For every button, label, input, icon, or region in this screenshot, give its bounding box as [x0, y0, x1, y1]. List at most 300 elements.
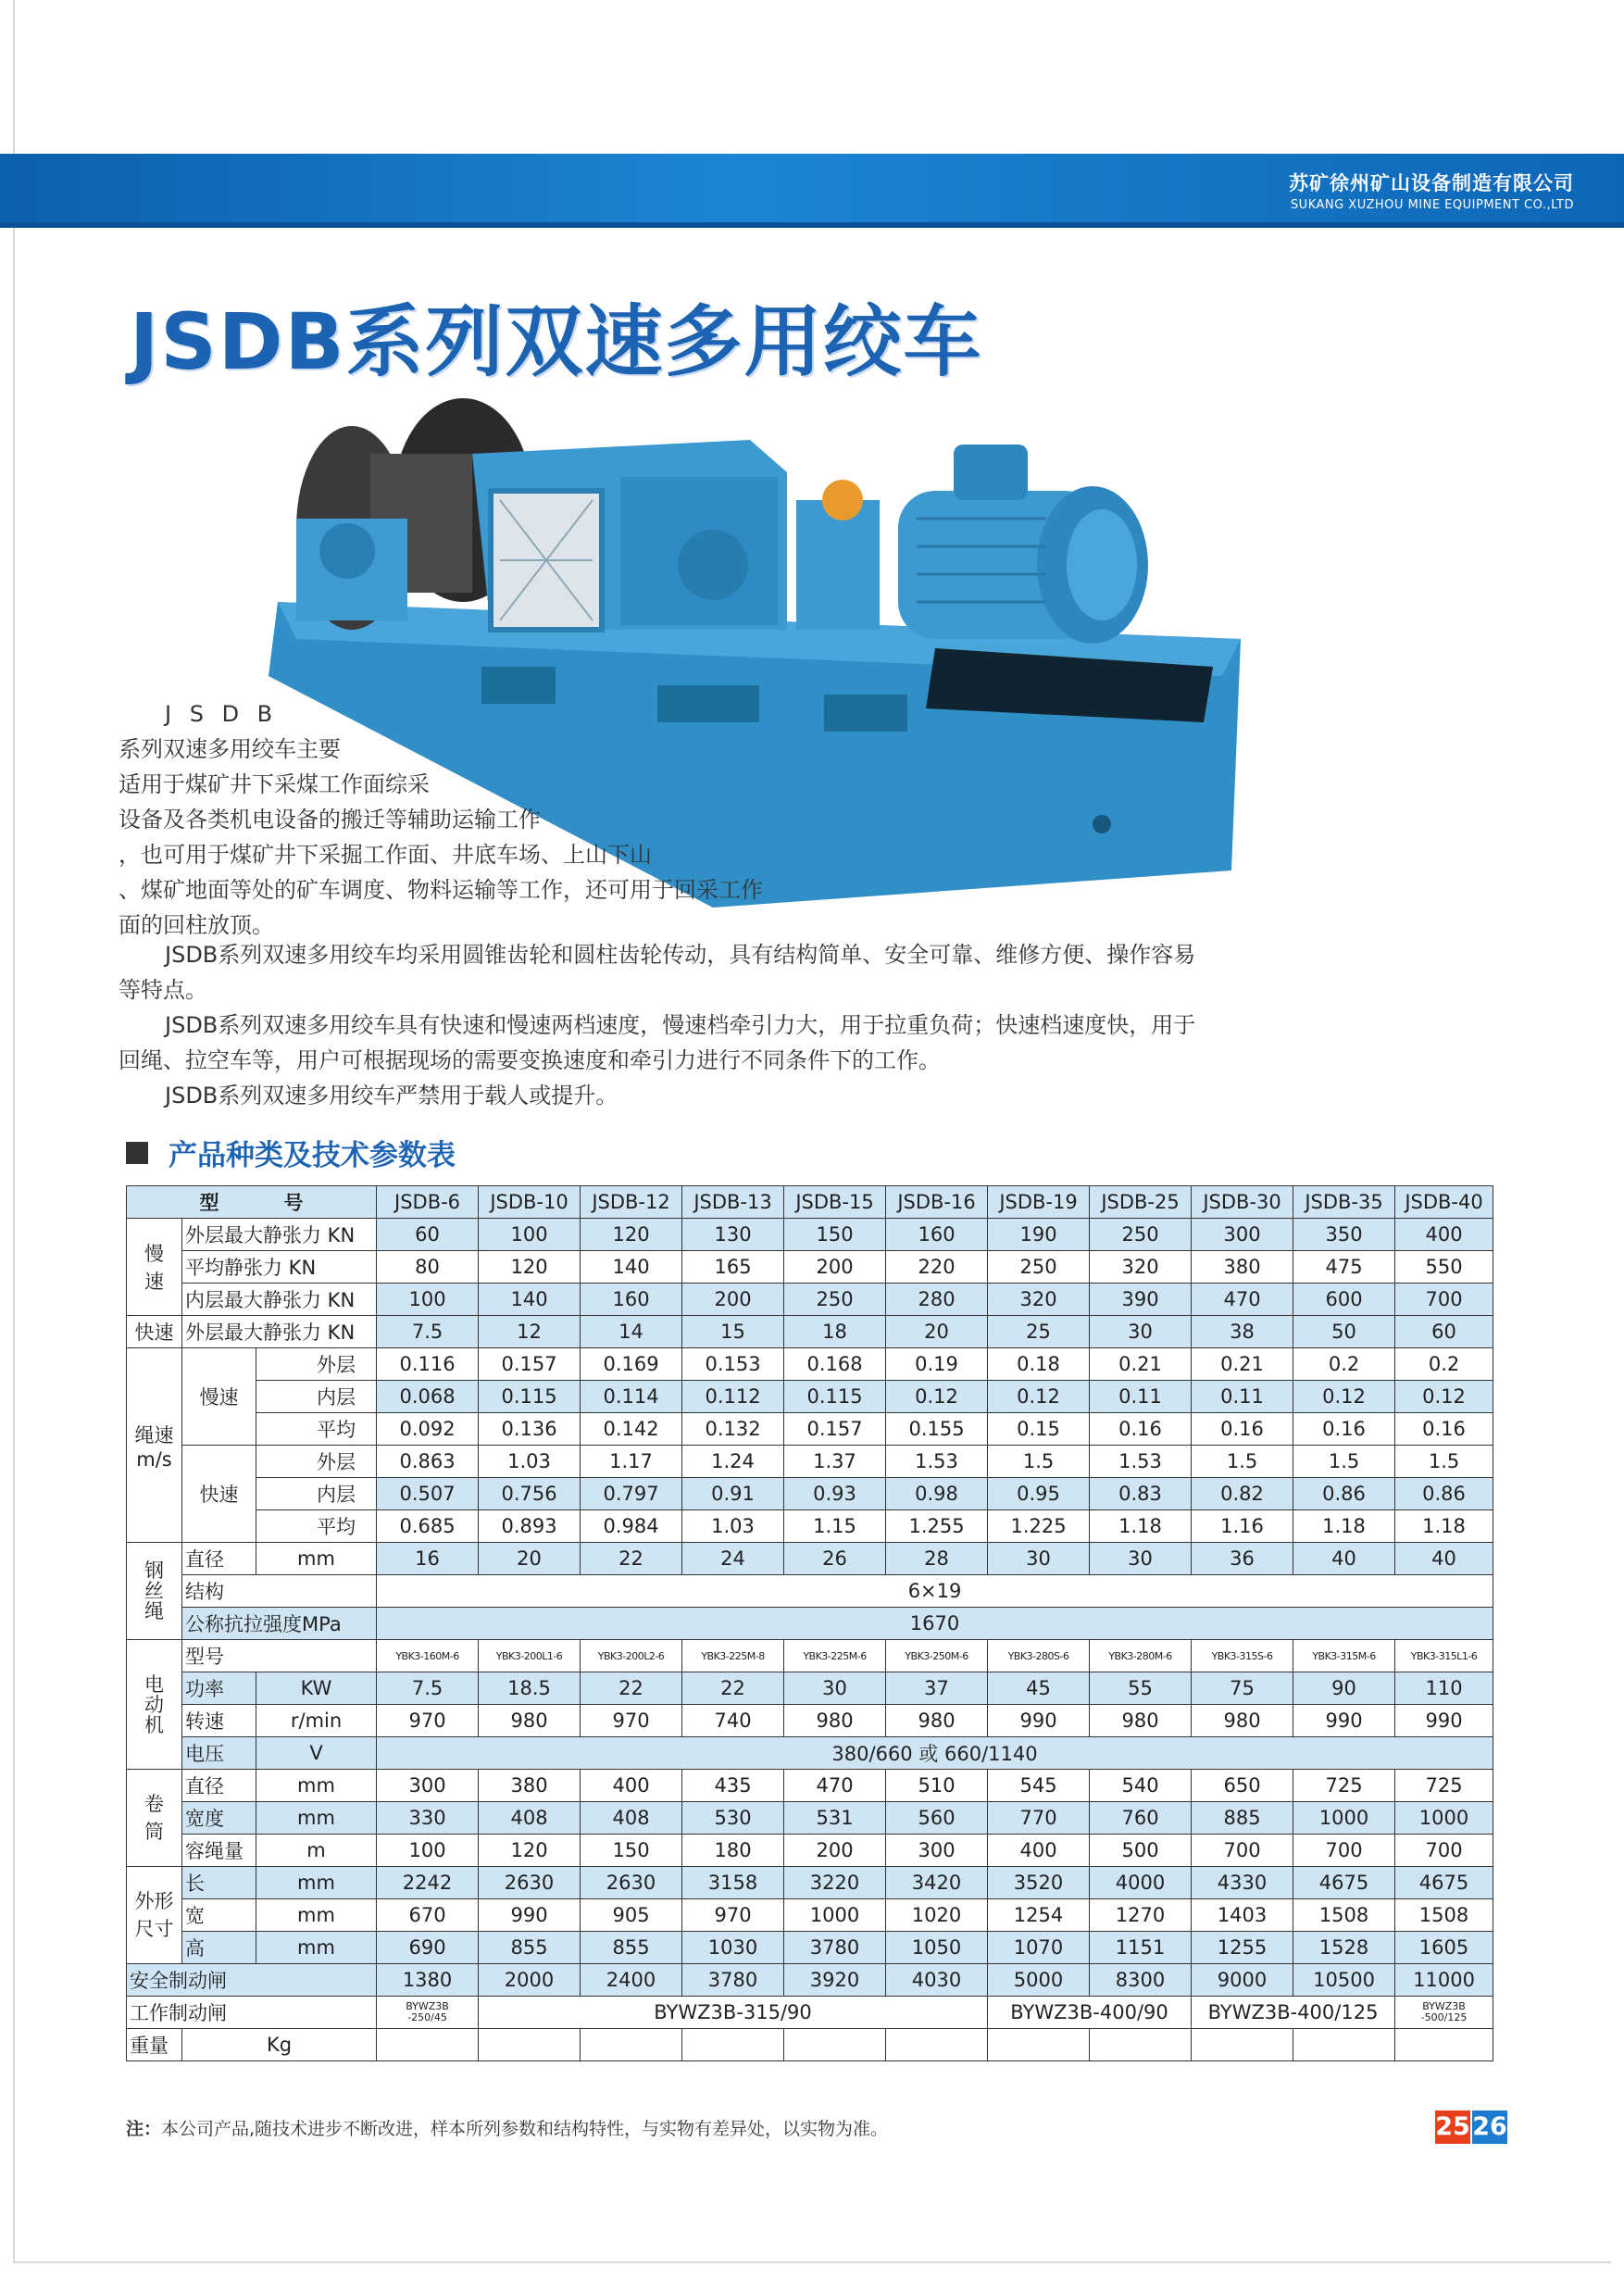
value-cell: 990	[479, 1899, 581, 1932]
value-cell: 1255	[1192, 1932, 1293, 1964]
value-cell: 55	[1090, 1672, 1192, 1705]
header-type-cell	[127, 1186, 377, 1219]
unit-label: m	[256, 1835, 377, 1867]
value-cell: 120	[581, 1219, 682, 1251]
value-cell: 80	[377, 1251, 479, 1284]
model-header: JSDB-15	[784, 1186, 886, 1219]
value-cell: 1000	[1293, 1802, 1395, 1835]
table-row	[127, 1932, 1493, 1964]
value-cell: 1.17	[581, 1446, 682, 1478]
row-label: 平均	[256, 1413, 377, 1446]
section-heading	[126, 1132, 456, 1173]
value-cell: 0.16	[1395, 1413, 1493, 1446]
table-row	[127, 1284, 1493, 1316]
company-name	[1289, 169, 1574, 212]
paragraph: JSDB系列双速多用绞车严禁用于载人或提升。	[165, 1083, 618, 1108]
value-cell: 1.225	[988, 1510, 1090, 1543]
value-cell: 150	[784, 1219, 886, 1251]
value-cell: 400	[1395, 1219, 1493, 1251]
row-label: 宽	[182, 1899, 256, 1932]
description-paragraphs	[119, 937, 1461, 1113]
value-cell: 0.155	[886, 1413, 988, 1446]
model-header: JSDB-12	[581, 1186, 682, 1219]
value-cell: 1.16	[1192, 1510, 1293, 1543]
table-row	[127, 1251, 1493, 1284]
empty-cell	[1192, 2029, 1293, 2061]
value-cell: 0.507	[377, 1478, 479, 1510]
model-header: JSDB-19	[988, 1186, 1090, 1219]
value-cell: 12	[479, 1316, 581, 1348]
row-label: 长	[182, 1867, 256, 1899]
value-cell: 600	[1293, 1284, 1395, 1316]
value-cell: 700	[1192, 1835, 1293, 1867]
value-cell: 3780	[682, 1964, 784, 1997]
value-cell: 0.169	[581, 1348, 682, 1381]
value-cell: 650	[1192, 1770, 1293, 1802]
model-header: JSDB-25	[1090, 1186, 1192, 1219]
unit-label: V	[256, 1737, 377, 1770]
row-label: 外层	[256, 1348, 377, 1381]
value-cell: 90	[1293, 1672, 1395, 1705]
value-cell: 0.092	[377, 1413, 479, 1446]
value-cell: 1.5	[1395, 1446, 1493, 1478]
value-cell: 408	[479, 1802, 581, 1835]
category-slow: 慢 速	[127, 1219, 182, 1316]
value-cell: 60	[377, 1219, 479, 1251]
value-cell: 3920	[784, 1964, 886, 1997]
table-row	[127, 1835, 1493, 1867]
value-cell: 970	[682, 1899, 784, 1932]
value-cell: 320	[1090, 1251, 1192, 1284]
table-row	[127, 1899, 1493, 1932]
value-cell: 4675	[1395, 1867, 1493, 1899]
value-cell: 0.153	[682, 1348, 784, 1381]
value-cell: 0.685	[377, 1510, 479, 1543]
unit-label: mm	[256, 1932, 377, 1964]
value-cell: 0.91	[682, 1478, 784, 1510]
table-row	[127, 1348, 1493, 1381]
value-cell: 700	[1293, 1835, 1395, 1867]
model-header: JSDB-13	[682, 1186, 784, 1219]
table-row	[127, 1478, 1493, 1510]
value-cell: 470	[1192, 1284, 1293, 1316]
value-cell: 0.136	[479, 1413, 581, 1446]
company-name-cn: 苏矿徐州矿山设备制造有限公司	[1289, 172, 1574, 194]
row-label: 功率	[182, 1672, 256, 1705]
value-cell: 990	[1293, 1705, 1395, 1737]
value-cell: 0.16	[1293, 1413, 1395, 1446]
value-cell: 250	[988, 1251, 1090, 1284]
row-label: 高	[182, 1932, 256, 1964]
page-number-left: 25	[1435, 2110, 1470, 2144]
value-cell: 980	[1090, 1705, 1192, 1737]
value-cell: 500	[1090, 1835, 1192, 1867]
value-cell: 200	[682, 1284, 784, 1316]
row-label: 宽度	[182, 1802, 256, 1835]
empty-cell	[886, 2029, 988, 2061]
value-cell: 1403	[1192, 1899, 1293, 1932]
value-cell: 760	[1090, 1802, 1192, 1835]
value-cell: 22	[581, 1543, 682, 1575]
value-cell: 100	[377, 1835, 479, 1867]
value-cell: 855	[479, 1932, 581, 1964]
value-cell: 725	[1293, 1770, 1395, 1802]
paragraph: 回绳、拉空车等，用户可根据现场的需要变换速度和牵引力进行不同条件下的工作。	[119, 1047, 941, 1073]
table-row	[127, 1705, 1493, 1737]
value-cell: 30	[1090, 1316, 1192, 1348]
value-cell: 0.11	[1192, 1381, 1293, 1413]
intro-text	[119, 696, 763, 943]
value-cell: 380	[479, 1770, 581, 1802]
value-cell: 38	[1192, 1316, 1293, 1348]
header-hao: 号	[283, 1192, 304, 1214]
value-cell: 0.115	[784, 1381, 886, 1413]
value-cell: 0.984	[581, 1510, 682, 1543]
value-cell: 1.03	[682, 1510, 784, 1543]
value-cell: 990	[988, 1705, 1090, 1737]
row-label: 内层	[256, 1478, 377, 1510]
section-title: 产品种类及技术参数表	[169, 1139, 456, 1172]
row-label: 转速	[182, 1705, 256, 1737]
value-cell: 200	[784, 1835, 886, 1867]
header-type: 型	[199, 1192, 219, 1214]
intro-line: 系列双速多用绞车主要	[119, 736, 341, 762]
value-cell: 60	[1395, 1316, 1493, 1348]
brake-cell: BYWZ3B -250/45	[377, 1997, 479, 2029]
empty-cell	[1395, 2029, 1493, 2061]
value-cell: 7.5	[377, 1316, 479, 1348]
value-cell: 1270	[1090, 1899, 1192, 1932]
value-cell: 1.53	[1090, 1446, 1192, 1478]
value-cell: 400	[581, 1770, 682, 1802]
value-cell: 40	[1293, 1543, 1395, 1575]
motor-model-cell: YBK3-315S-6	[1192, 1640, 1293, 1672]
empty-cell	[784, 2029, 886, 2061]
value-cell: 24	[682, 1543, 784, 1575]
row-label: 直径	[182, 1770, 256, 1802]
value-cell: 0.157	[479, 1348, 581, 1381]
table-row	[127, 1381, 1493, 1413]
value-cell: 475	[1293, 1251, 1395, 1284]
value-cell: 390	[1090, 1284, 1192, 1316]
category-rope: 钢 丝 绳	[127, 1543, 182, 1640]
value-cell: 3520	[988, 1867, 1090, 1899]
intro-line: 适用于煤矿井下采煤工作面综采	[119, 771, 430, 797]
value-cell: 1.5	[1192, 1446, 1293, 1478]
value-cell: 1380	[377, 1964, 479, 1997]
value-cell: 190	[988, 1219, 1090, 1251]
intro-line: J S D B	[165, 701, 279, 727]
value-cell: 2630	[581, 1867, 682, 1899]
value-cell: 120	[479, 1835, 581, 1867]
value-cell: 0.18	[988, 1348, 1090, 1381]
value-cell: 0.95	[988, 1478, 1090, 1510]
intro-line: 面的回柱放顶。	[119, 912, 274, 938]
value-cell: 0.116	[377, 1348, 479, 1381]
motor-model-cell: YBK3-315L1-6	[1395, 1640, 1493, 1672]
value-cell: 540	[1090, 1770, 1192, 1802]
table-row	[127, 1510, 1493, 1543]
value-cell: 0.863	[377, 1446, 479, 1478]
table-row	[127, 1608, 1493, 1640]
empty-cell	[377, 2029, 479, 2061]
value-cell: 140	[581, 1251, 682, 1284]
value-cell: 560	[886, 1802, 988, 1835]
value-cell: 160	[886, 1219, 988, 1251]
merged-value: 380/660 或 660/1140	[377, 1737, 1493, 1770]
value-cell: 3158	[682, 1867, 784, 1899]
value-cell: 980	[886, 1705, 988, 1737]
value-cell: 0.893	[479, 1510, 581, 1543]
value-cell: 45	[988, 1672, 1090, 1705]
table-row	[127, 1219, 1493, 1251]
intro-line: 、煤矿地面等处的矿车调度、物料运输等工作，还可用于回采工作	[119, 877, 763, 903]
unit-label: mm	[256, 1770, 377, 1802]
motor-model-cell: YBK3-280M-6	[1090, 1640, 1192, 1672]
value-cell: 1.15	[784, 1510, 886, 1543]
unit-label: mm	[256, 1543, 377, 1575]
unit-label: mm	[256, 1802, 377, 1835]
empty-cell	[1090, 2029, 1192, 2061]
brake-cell: BYWZ3B-400/90	[988, 1997, 1192, 2029]
value-cell: 20	[886, 1316, 988, 1348]
value-cell: 0.112	[682, 1381, 784, 1413]
value-cell: 1.5	[988, 1446, 1090, 1478]
value-cell: 1030	[682, 1932, 784, 1964]
paragraph: JSDB系列双速多用绞车具有快速和慢速两档速度，慢速档牵引力大，用于拉重负荷；快速档速度快，用于	[165, 1012, 1196, 1038]
value-cell: 0.15	[988, 1413, 1090, 1446]
table-row	[127, 1316, 1493, 1348]
page-title: JSDB系列双速多用绞车	[130, 296, 983, 387]
row-label: 外层最大静张力 KN	[182, 1316, 377, 1348]
value-cell: 470	[784, 1770, 886, 1802]
value-cell: 7.5	[377, 1672, 479, 1705]
intro-line: ，也可用于煤矿井下采掘工作面、井底车场、上山下山	[119, 842, 652, 868]
value-cell: 2242	[377, 1867, 479, 1899]
value-cell: 510	[886, 1770, 988, 1802]
value-cell: 140	[479, 1284, 581, 1316]
row-label: 结构	[182, 1575, 377, 1608]
note-prefix: 注：	[126, 2119, 162, 2139]
unit-label: mm	[256, 1899, 377, 1932]
value-cell: 1020	[886, 1899, 988, 1932]
value-cell: 531	[784, 1802, 886, 1835]
value-cell: 3220	[784, 1867, 886, 1899]
value-cell: 740	[682, 1705, 784, 1737]
value-cell: 0.12	[886, 1381, 988, 1413]
paragraph: 等特点。	[119, 977, 207, 1003]
value-cell: 1.18	[1395, 1510, 1493, 1543]
value-cell: 100	[377, 1284, 479, 1316]
value-cell: 0.86	[1395, 1478, 1493, 1510]
value-cell: 1.255	[886, 1510, 988, 1543]
value-cell: 26	[784, 1543, 886, 1575]
value-cell: 300	[886, 1835, 988, 1867]
table-row	[127, 1543, 1493, 1575]
motor-model-cell: YBK3-250M-6	[886, 1640, 988, 1672]
value-cell: 2400	[581, 1964, 682, 1997]
value-cell: 1528	[1293, 1932, 1395, 1964]
motor-model-cell: YBK3-280S-6	[988, 1640, 1090, 1672]
value-cell: 0.756	[479, 1478, 581, 1510]
value-cell: 0.16	[1090, 1413, 1192, 1446]
value-cell: 980	[784, 1705, 886, 1737]
value-cell: 0.98	[886, 1478, 988, 1510]
note-text: 本公司产品,随技术进步不断改进，样本所列参数和结构特性，与实物有差异处，以实物为准。	[161, 2119, 889, 2139]
value-cell: 690	[377, 1932, 479, 1964]
value-cell: 990	[1395, 1705, 1493, 1737]
value-cell: 530	[682, 1802, 784, 1835]
value-cell: 220	[886, 1251, 988, 1284]
value-cell: 50	[1293, 1316, 1395, 1348]
value-cell: 75	[1192, 1672, 1293, 1705]
motor-model-cell: YBK3-315M-6	[1293, 1640, 1395, 1672]
row-label: 直径	[182, 1543, 256, 1575]
row-label: 重量	[127, 2029, 182, 2061]
value-cell: 980	[1192, 1705, 1293, 1737]
value-cell: 700	[1395, 1284, 1493, 1316]
value-cell: 18.5	[479, 1672, 581, 1705]
value-cell: 20	[479, 1543, 581, 1575]
value-cell: 1.53	[886, 1446, 988, 1478]
value-cell: 970	[581, 1705, 682, 1737]
value-cell: 670	[377, 1899, 479, 1932]
motor-model-cell: YBK3-225M-8	[682, 1640, 784, 1672]
footnote	[126, 2115, 888, 2140]
table-row	[127, 1186, 1493, 1219]
motor-model-cell: YBK3-200L1-6	[479, 1640, 581, 1672]
value-cell: 380	[1192, 1251, 1293, 1284]
category-fast: 快速	[127, 1316, 182, 1348]
value-cell: 0.114	[581, 1381, 682, 1413]
table-row	[127, 1737, 1493, 1770]
value-cell: 725	[1395, 1770, 1493, 1802]
value-cell: 770	[988, 1802, 1090, 1835]
value-cell: 0.82	[1192, 1478, 1293, 1510]
value-cell: 0.132	[682, 1413, 784, 1446]
sub-category: 慢速	[182, 1348, 256, 1446]
spec-table	[126, 1185, 1493, 2061]
model-header: JSDB-35	[1293, 1186, 1395, 1219]
brake-cell: BYWZ3B-315/90	[479, 1997, 988, 2029]
value-cell: 1.03	[479, 1446, 581, 1478]
value-cell: 180	[682, 1835, 784, 1867]
value-cell: 0.21	[1192, 1348, 1293, 1381]
value-cell: 1.18	[1293, 1510, 1395, 1543]
value-cell: 22	[682, 1672, 784, 1705]
value-cell: 1000	[1395, 1802, 1493, 1835]
value-cell: 1.24	[682, 1446, 784, 1478]
value-cell: 400	[988, 1835, 1090, 1867]
model-header: JSDB-10	[479, 1186, 581, 1219]
table-row	[127, 1413, 1493, 1446]
value-cell: 14	[581, 1316, 682, 1348]
value-cell: 4675	[1293, 1867, 1395, 1899]
value-cell: 150	[581, 1835, 682, 1867]
square-bullet-icon	[126, 1142, 148, 1164]
value-cell: 1.18	[1090, 1510, 1192, 1543]
empty-cell	[988, 2029, 1090, 2061]
value-cell: 8300	[1090, 1964, 1192, 1997]
value-cell: 25	[988, 1316, 1090, 1348]
paragraph: JSDB系列双速多用绞车均采用圆锥齿轮和圆柱齿轮传动，具有结构简单、安全可靠、维修方便、操作容易	[165, 942, 1196, 968]
value-cell: 0.93	[784, 1478, 886, 1510]
value-cell: 0.86	[1293, 1478, 1395, 1510]
table-row	[127, 1640, 1493, 1672]
unit-label: r/min	[256, 1705, 377, 1737]
value-cell: 100	[479, 1219, 581, 1251]
value-cell: 250	[784, 1284, 886, 1316]
table-row	[127, 1802, 1493, 1835]
value-cell: 165	[682, 1251, 784, 1284]
value-cell: 1050	[886, 1932, 988, 1964]
value-cell: 37	[886, 1672, 988, 1705]
table-row	[127, 1964, 1493, 1997]
brake-cell: BYWZ3B -500/125	[1395, 1997, 1493, 2029]
value-cell: 0.068	[377, 1381, 479, 1413]
motor-model-cell: YBK3-225M-6	[784, 1640, 886, 1672]
row-label: 平均静张力 KN	[182, 1251, 377, 1284]
category-drum: 卷 筒	[127, 1770, 182, 1867]
value-cell: 0.19	[886, 1348, 988, 1381]
value-cell: 0.11	[1090, 1381, 1192, 1413]
value-cell: 1000	[784, 1899, 886, 1932]
value-cell: 2000	[479, 1964, 581, 1997]
value-cell: 0.115	[479, 1381, 581, 1413]
value-cell: 1.37	[784, 1446, 886, 1478]
value-cell: 1070	[988, 1932, 1090, 1964]
model-header: JSDB-16	[886, 1186, 988, 1219]
value-cell: 0.83	[1090, 1478, 1192, 1510]
value-cell: 885	[1192, 1802, 1293, 1835]
value-cell: 0.168	[784, 1348, 886, 1381]
row-label: 工作制动闸	[127, 1997, 377, 2029]
row-label: 内层	[256, 1381, 377, 1413]
value-cell: 2630	[479, 1867, 581, 1899]
table-row	[127, 1997, 1493, 2029]
row-label: 平均	[256, 1510, 377, 1543]
header-rule	[0, 222, 1624, 228]
empty-cell	[682, 2029, 784, 2061]
model-header: JSDB-40	[1395, 1186, 1493, 1219]
value-cell: 130	[682, 1219, 784, 1251]
value-cell: 0.797	[581, 1478, 682, 1510]
value-cell: 350	[1293, 1219, 1395, 1251]
value-cell: 0.157	[784, 1413, 886, 1446]
category-rope-speed: 绳速 m/s	[127, 1348, 182, 1543]
table-row	[127, 2029, 1493, 2061]
value-cell: 700	[1395, 1835, 1493, 1867]
value-cell: 4330	[1192, 1867, 1293, 1899]
intro-line: 设备及各类机电设备的搬迁等辅助运输工作	[119, 807, 541, 833]
value-cell: 545	[988, 1770, 1090, 1802]
category-size: 外形 尺寸	[127, 1867, 182, 1964]
value-cell: 0.16	[1192, 1413, 1293, 1446]
value-cell: 0.142	[581, 1413, 682, 1446]
value-cell: 0.12	[1293, 1381, 1395, 1413]
category-motor: 电 动 机	[127, 1640, 182, 1770]
value-cell: 320	[988, 1284, 1090, 1316]
value-cell: 200	[784, 1251, 886, 1284]
value-cell: 15	[682, 1316, 784, 1348]
empty-cell	[479, 2029, 581, 2061]
row-label: 内层最大静张力 KN	[182, 1284, 377, 1316]
value-cell: 3420	[886, 1867, 988, 1899]
value-cell: 1508	[1395, 1899, 1493, 1932]
table-row	[127, 1446, 1493, 1478]
empty-cell	[1293, 2029, 1395, 2061]
value-cell: 905	[581, 1899, 682, 1932]
